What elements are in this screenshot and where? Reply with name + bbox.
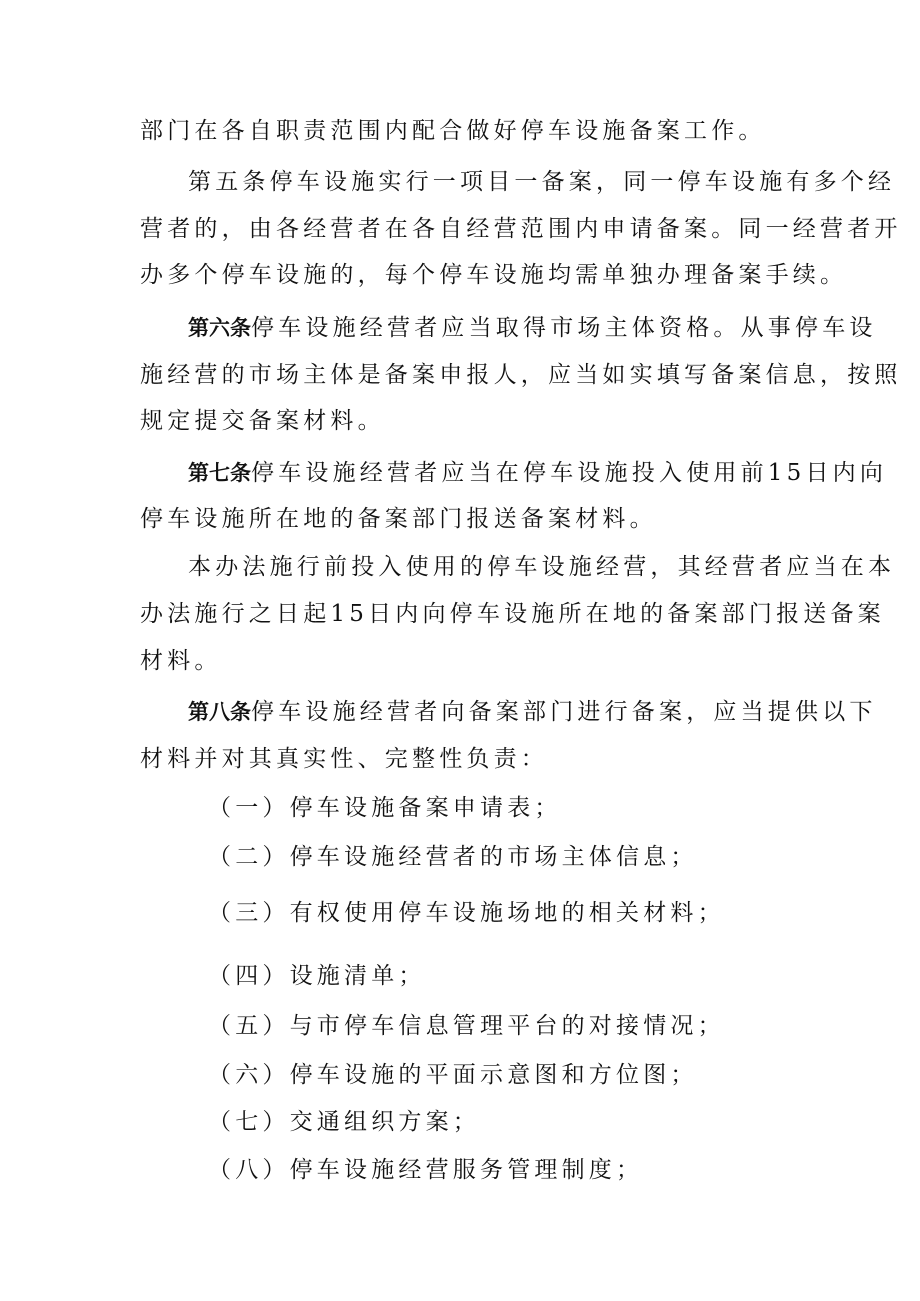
paragraph-line: 办多个停车设施的，每个停车设施均需单独办理备案手续。 bbox=[140, 262, 848, 288]
paragraph-line: 材料。 bbox=[140, 648, 222, 674]
paragraph-line: 施经营的市场主体是备案申报人，应当如实填写备案信息，按照 bbox=[140, 362, 902, 388]
list-item: （五）与市停车信息管理平台的对接情况； bbox=[208, 1013, 725, 1039]
list-item: （八）停车设施经营服务管理制度； bbox=[208, 1157, 644, 1183]
paragraph-line bbox=[188, 313, 877, 343]
paragraph-line: 营者的，由各经营者在各自经营范围内申请备案。同一经营者开 bbox=[140, 216, 902, 242]
paragraph-text: 停车设施经营者向备案部门进行备案，应当提供以下 bbox=[251, 699, 877, 725]
list-item: （六）停车设施的平面示意图和方位图； bbox=[208, 1062, 698, 1088]
paragraph-line: 停车设施所在地的备案部门报送备案材料。 bbox=[140, 506, 657, 532]
list-item: （七）交通组织方案； bbox=[208, 1109, 480, 1135]
article-number: 第七条 bbox=[188, 461, 251, 485]
paragraph-text: 停车设施经营者应当在停车设施投入使用前15日内向 bbox=[251, 460, 888, 486]
list-item: （三）有权使用停车设施场地的相关材料； bbox=[208, 900, 725, 926]
article-number: 第八条 bbox=[188, 700, 251, 724]
paragraph-line bbox=[188, 697, 877, 727]
paragraph-line: 本办法施行前投入使用的停车设施经营，其经营者应当在本 bbox=[188, 554, 896, 580]
paragraph-line: 材料并对其真实性、完整性负责： bbox=[140, 746, 548, 772]
paragraph-line: 部门在各自职责范围内配合做好停车设施备案工作。 bbox=[140, 118, 766, 144]
paragraph-line: 办法施行之日起15日内向停车设施所在地的备案部门报送备案 bbox=[140, 601, 885, 627]
paragraph-line: 第五条停车设施实行一项目一备案，同一停车设施有多个经 bbox=[188, 169, 896, 195]
article-number: 第六条 bbox=[188, 316, 251, 340]
list-item: （二）停车设施经营者的市场主体信息； bbox=[208, 844, 698, 870]
paragraph-line bbox=[188, 458, 887, 488]
list-item: （一）停车设施备案申请表； bbox=[208, 795, 562, 821]
paragraph-text: 停车设施经营者应当取得市场主体资格。从事停车设 bbox=[251, 315, 877, 341]
paragraph-line: 规定提交备案材料。 bbox=[140, 408, 385, 434]
list-item: （四）设施清单； bbox=[208, 963, 426, 989]
